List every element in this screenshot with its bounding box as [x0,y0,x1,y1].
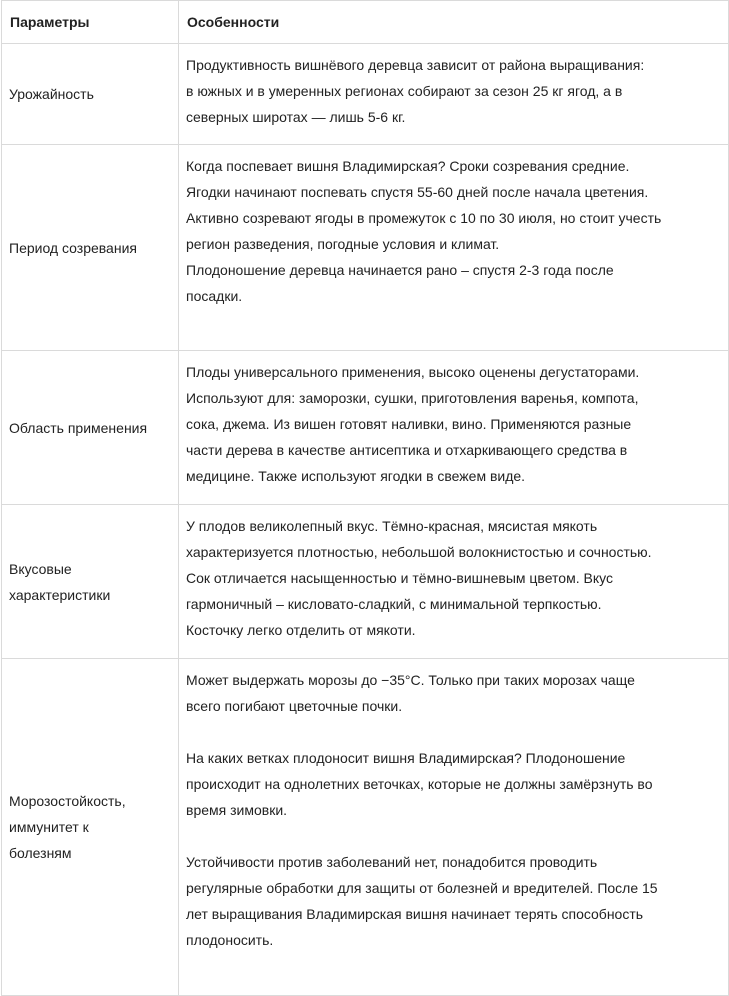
table-row [2,659,729,996]
param-cell [2,505,179,659]
desc-line: сока, джема. Из вишен готовят наливки, вино. Применяются разные [186,416,632,432]
desc-line: медицине. Также используют ягодки в свежем виде. [186,468,526,484]
desc-line: Плодоношение деревца начинается рано – спустя 2-3 года после [186,262,614,278]
desc-line: Плоды универсального применения, высоко оценены дегустаторами. [186,364,640,380]
table-row [2,505,729,659]
desc-line: Продуктивность вишнёвого деревца зависит от района выращивания: [186,57,645,73]
desc-line: плодоносить. [186,932,274,948]
desc-cell [179,659,729,996]
param-text: характеристики [9,586,111,603]
cherry-characteristics-table [1,0,729,996]
desc-line: время зимовки. [186,802,288,818]
desc-line: посадки. [186,288,243,304]
desc-line: гармоничный – кисловато-сладкий, с минимальной терпкостью. [186,596,602,612]
desc-line: Когда поспевает вишня Владимирская? Сроки созревания средние. [186,158,630,174]
param-text: Морозостойкость, [9,793,126,809]
desc-cell [179,145,729,351]
header-features: Особенности [179,1,729,44]
desc-cell [179,505,729,659]
desc-line: Косточку легко отделить от мякоти. [186,622,416,638]
table-row [2,145,729,351]
param-text: Область применения [9,419,148,436]
table-header-row [2,1,729,44]
desc-line: Используют для: заморозки, сушки, приготовления варенья, компота, [186,390,639,406]
desc-cell [179,351,729,505]
desc-line: характеризуется плотностью, небольшой волокнистостью и сочностью. [186,544,652,560]
desc-line: регион разведения, погодные условия и климат. [186,236,500,252]
desc-cell [179,44,729,145]
desc-line: в южных и в умеренных регионах собирают за сезон 25 кг ягод, а в [186,83,623,99]
paragraph-gap [186,823,720,849]
param-text: Период созревания [9,239,137,256]
table-row [2,351,729,505]
desc-line: Может выдержать морозы до −35°C. Только при таких морозах чаще [186,672,635,688]
param-cell [2,659,179,996]
param-cell [2,145,179,351]
desc-line: У плодов великолепный вкус. Тёмно-красная, мясистая мякоть [186,518,598,534]
desc-line: лет выращивания Владимирская вишня начинает терять способность [186,906,644,922]
header-parameters: Параметры [2,1,179,44]
desc-line: всего погибают цветочные почки. [186,698,403,714]
param-text: Вкусовые [9,560,72,577]
desc-line: Активно созревают ягоды в промежуток с 10 по 30 июля, но стоит учесть [186,210,662,226]
table-row [2,44,729,145]
param-text: Урожайность [9,86,94,102]
desc-line: На каких ветках плодоносит вишня Владимирская? Плодоношение [186,750,626,766]
desc-line: Устойчивости против заболеваний нет, понадобится проводить [186,854,598,870]
desc-line: Ягодки начинают поспевать спустя 55-60 дней после начала цветения. [186,184,649,200]
desc-line: регулярные обработки для защиты от болезней и вредителей. После 15 [186,880,658,896]
desc-line: происходит на однолетних веточках, которые не должны замёрзнуть во [186,776,653,792]
param-cell [2,44,179,145]
param-text: болезням [9,845,72,861]
desc-line: части дерева в качестве антисептика и отхаркивающего средства в [186,442,628,458]
desc-line: северных широтах — лишь 5-6 кг. [186,109,406,125]
desc-line: Сок отличается насыщенностью и тёмно-вишневым цветом. Вкус [186,570,613,586]
param-cell [2,351,179,505]
paragraph-gap [186,719,720,745]
param-text: иммунитет к [9,819,89,835]
